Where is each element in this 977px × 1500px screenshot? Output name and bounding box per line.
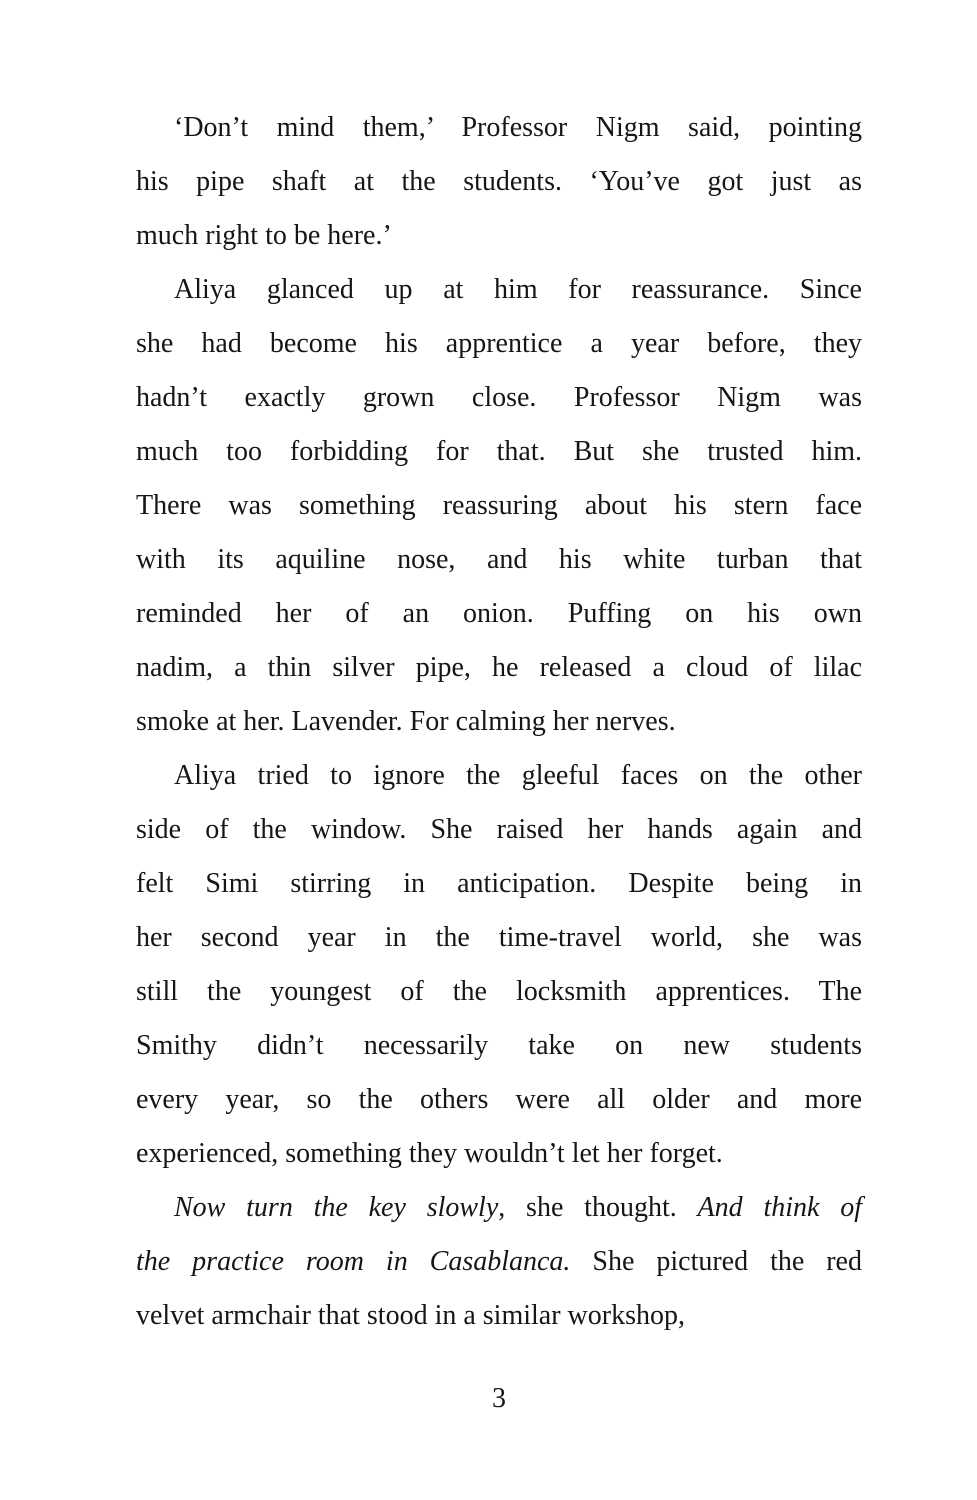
page-number: 3 [492, 1383, 506, 1414]
text-segment: much right to be here.’ [136, 220, 392, 251]
text-line [136, 1073, 862, 1127]
paragraph [136, 263, 862, 749]
text-line [136, 533, 862, 587]
text-segment: with its aquiline nose, and his white turban that [136, 544, 862, 575]
text-line [136, 965, 862, 1019]
text-segment: she had become his apprentice a year before, they [136, 328, 862, 359]
text-line [136, 1127, 862, 1181]
text-segment: She pictured the red [570, 1246, 862, 1277]
text-line [136, 857, 862, 911]
text-segment: much too forbidding for that. But she trusted him. [136, 436, 862, 467]
text-segment: , she thought. [498, 1192, 698, 1223]
text-line [136, 1235, 862, 1289]
text-segment: reminded her of an onion. Puffing on his own [136, 598, 862, 629]
italic-text-segment: And think of [697, 1192, 863, 1223]
italic-text-segment: the practice room in Casablanca. [136, 1246, 571, 1277]
text-segment: Aliya glanced up at him for reassurance. Since [174, 274, 862, 305]
text-segment: There was something reassuring about his stern face [136, 490, 862, 521]
text-line [136, 425, 862, 479]
text-line [136, 209, 862, 263]
text-segment: still the youngest of the locksmith apprentices. The [136, 976, 862, 1007]
text-line [136, 371, 862, 425]
text-segment: her second year in the time-travel world, she was [136, 922, 862, 953]
paragraph [136, 749, 862, 1181]
text-segment: velvet armchair that stood in a similar workshop, [136, 1300, 685, 1331]
text-line [136, 587, 862, 641]
text-segment: felt Simi stirring in anticipation. Despite being in [136, 868, 862, 899]
text-segment: nadim, a thin silver pipe, he released a cloud of lilac [136, 652, 862, 683]
text-segment: ‘Don’t mind them,’ Professor Nigm said, pointing [174, 112, 862, 143]
text-line [136, 263, 862, 317]
text-line [136, 101, 862, 155]
text-line [136, 695, 862, 749]
text-segment: Smithy didn’t necessarily take on new students [136, 1030, 862, 1061]
text-line [136, 911, 862, 965]
text-line [136, 749, 862, 803]
text-line [136, 479, 862, 533]
text-segment: Aliya tried to ignore the gleeful faces on the other [174, 760, 862, 791]
text-line [136, 641, 862, 695]
text-segment: experienced, something they wouldn’t let her forget. [136, 1138, 723, 1169]
paragraph [136, 1181, 862, 1343]
paragraph [136, 101, 862, 263]
text-line [136, 1181, 862, 1235]
text-line [136, 317, 862, 371]
text-segment: every year, so the others were all older and more [136, 1084, 862, 1115]
italic-text-segment: Now turn the key slowly [174, 1192, 499, 1223]
text-segment: hadn’t exactly grown close. Professor Nigm was [136, 382, 862, 413]
text-segment: his pipe shaft at the students. ‘You’ve got just as [136, 166, 862, 197]
text-line [136, 1289, 862, 1343]
text-line [136, 155, 862, 209]
page-text [136, 101, 862, 1343]
text-line [136, 1019, 862, 1073]
text-segment: side of the window. She raised her hands again and [136, 814, 862, 845]
text-segment: smoke at her. Lavender. For calming her nerves. [136, 706, 676, 737]
text-line [136, 803, 862, 857]
